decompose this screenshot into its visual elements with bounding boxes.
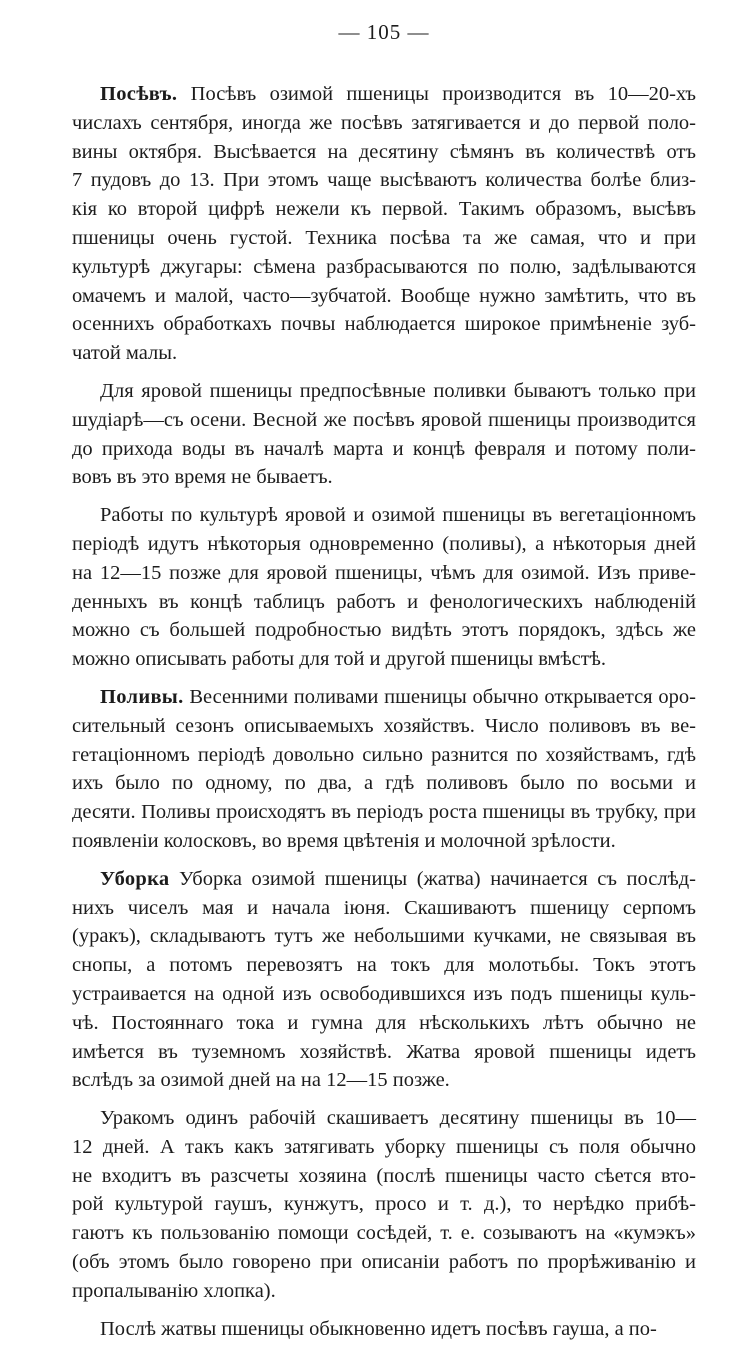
text-line: [72, 195, 696, 224]
text-line: [72, 1277, 696, 1306]
text-line: [72, 530, 696, 559]
line-text: 12 дней. А такъ какъ затягивать уборку пшеницы съ поля обычно: [72, 1135, 696, 1158]
text-line: [72, 1038, 696, 1067]
text-line: [72, 1248, 696, 1277]
paragraph: [72, 865, 696, 1095]
line-text: Посѣвъ озимой пшеницы производится въ 10—20-хъ: [177, 83, 696, 105]
section-heading: Посѣвъ.: [100, 83, 178, 105]
paragraph: [72, 1315, 696, 1344]
text-line: [72, 588, 696, 617]
text-line: [72, 435, 696, 464]
line-text: кія ко второй цифрѣ нежели къ первой. Такимъ образомъ, высѣвъ: [72, 198, 696, 221]
text-line: [72, 798, 696, 827]
text-line: [72, 1315, 696, 1344]
paragraph: [72, 1104, 696, 1306]
text-line: [72, 1219, 696, 1248]
line-text: до прихода воды въ началѣ марта и концѣ февраля и потому поли-: [72, 437, 696, 460]
paragraph: [72, 80, 696, 368]
section-heading: Поливы.: [100, 685, 184, 708]
line-text: не входитъ въ разсчеты хозяина (послѣ пшеницы часто сѣется вто-: [72, 1164, 696, 1187]
text-line: [72, 310, 696, 339]
text-line: [72, 827, 696, 856]
line-text: Весенними поливами пшеницы обычно открывается оро-: [183, 685, 696, 708]
text-line: [72, 741, 696, 770]
line-text: числахъ сентября, иногда же посѣвъ затягивается и до первой поло-: [72, 111, 696, 134]
line-text: можно съ большей подробностью видѣть этотъ порядокъ, здѣсь же: [72, 619, 696, 642]
text-line: [72, 865, 696, 894]
line-text: Уборка озимой пшеницы (жатва) начинается съ послѣд-: [169, 867, 696, 890]
line-text: можно описывать работы для той и другой пшеницы вмѣстѣ.: [72, 648, 606, 671]
line-text: имѣется въ туземномъ хозяйствѣ. Жатва яровой пшеницы идетъ: [72, 1040, 696, 1063]
text-line: [72, 1162, 696, 1191]
text-line: [72, 769, 696, 798]
text-line: [72, 253, 696, 282]
text-line: [72, 1066, 696, 1095]
line-text: гетаціонномъ періодѣ довольно сильно разнится по хозяйствамъ, гдѣ: [72, 743, 696, 766]
text-line: [72, 377, 696, 406]
line-text: періодѣ идутъ нѣкоторыя одновременно (поливы), а нѣкоторыя дней: [72, 532, 696, 555]
text-line: [72, 616, 696, 645]
text-line: [72, 1190, 696, 1219]
line-text: чѣ. Постояннаго тока и гумна для нѣсколькихъ лѣтъ обычно не: [72, 1011, 696, 1034]
line-text: устраивается на одной изъ освободившихся изъ подъ пшеницы куль-: [72, 982, 696, 1005]
text-line: [72, 1104, 696, 1133]
text-line: [72, 339, 696, 368]
line-text: чатой малы.: [72, 342, 178, 365]
paragraph: [72, 377, 696, 492]
book-page: [72, 18, 696, 1352]
line-text: 7 пудовъ до 13. При этомъ чаще высѣваютъ количества болѣе близ-: [72, 169, 696, 192]
text-line: [72, 894, 696, 923]
line-text: (объ этомъ было говорено при описаніи работъ по прорѣживанію и: [72, 1251, 696, 1274]
line-text: (уракъ), складываютъ тутъ же небольшими кучками, не связывая въ: [72, 925, 696, 948]
line-text: вины октября. Высѣвается на десятину сѣмянъ въ количествѣ отъ: [72, 140, 696, 163]
line-text: вслѣдъ за озимой дней на на 12—15 позже.: [72, 1069, 450, 1092]
line-text: Уракомъ одинъ рабочій скашиваетъ десятину пшеницы въ 10—: [100, 1107, 696, 1130]
text-line: [72, 1009, 696, 1038]
page-number: — 105 —: [338, 20, 430, 44]
text-line: [72, 166, 696, 195]
line-text: пропалыванію хлопка).: [72, 1279, 276, 1302]
line-text: омачемъ и малой, часто—зубчатой. Вообще нужно замѣтить, что въ: [72, 284, 696, 307]
paragraph: [72, 501, 696, 674]
line-text: снопы, а потомъ перевозятъ на токъ для молотьбы. Токъ этотъ: [72, 954, 696, 977]
paragraph: [72, 683, 696, 856]
text-line: [72, 980, 696, 1009]
text-line: [72, 109, 696, 138]
text-line: [72, 712, 696, 741]
text-line: [72, 951, 696, 980]
line-text: денныхъ въ концѣ таблицъ работъ и фенологическихъ наблюденій: [72, 590, 696, 613]
line-text: сительный сезонъ описываемыхъ хозяйствъ. Число поливовъ въ ве-: [72, 714, 696, 737]
line-text: десяти. Поливы происходятъ въ періодъ роста пшеницы въ трубку, при: [72, 801, 696, 824]
text-line: [72, 683, 696, 712]
text-line: [72, 463, 696, 492]
line-text: гаютъ къ пользованію помощи сосѣдей, т. е. созываютъ на «кумэкъ»: [72, 1222, 696, 1245]
line-text: пшеницы очень густой. Техника посѣва та же самая, что и при: [72, 226, 696, 249]
line-text: вовъ въ это время не бываетъ.: [72, 466, 333, 489]
text-line: [72, 80, 696, 109]
line-text: нихъ чиселъ мая и начала іюня. Скашиваютъ пшеницу серпомъ: [72, 896, 696, 919]
text-line: [72, 559, 696, 588]
text-line: [72, 1133, 696, 1162]
line-text: осеннихъ обработкахъ почвы наблюдается широкое примѣненіе зуб-: [72, 313, 696, 336]
line-text: рой культурой гаушъ, кунжутъ, просо и т. д.), то нерѣдко прибѣ-: [72, 1193, 696, 1216]
line-text: Для яровой пшеницы предпосѣвные поливки бываютъ только при: [100, 379, 696, 402]
line-text: шудіарѣ—съ осени. Весной же посѣвъ яровой пшеницы производится: [72, 408, 696, 431]
text-line: [72, 138, 696, 167]
line-text: ихъ было по одному, по два, а гдѣ поливовъ было по восьми и: [72, 772, 696, 795]
text-line: [72, 501, 696, 530]
text-line: [72, 406, 696, 435]
section-heading: Уборка: [100, 867, 170, 890]
line-text: Работы по культурѣ яровой и озимой пшеницы въ вегетаціонномъ: [100, 504, 696, 527]
body-text: [72, 80, 696, 1343]
line-text: культурѣ джугары: сѣмена разбрасываются по полю, задѣлываются: [72, 255, 696, 278]
line-text: Послѣ жатвы пшеницы обыкновенно идетъ посѣвъ гауша, а по-: [100, 1317, 657, 1340]
line-text: появленіи колосковъ, во время цвѣтенія и молочной зрѣлости.: [72, 829, 616, 852]
text-line: [72, 645, 696, 674]
text-line: [72, 282, 696, 311]
text-line: [72, 224, 696, 253]
line-text: на 12—15 позже для яровой пшеницы, чѣмъ для озимой. Изъ приве-: [72, 561, 696, 584]
text-line: [72, 922, 696, 951]
